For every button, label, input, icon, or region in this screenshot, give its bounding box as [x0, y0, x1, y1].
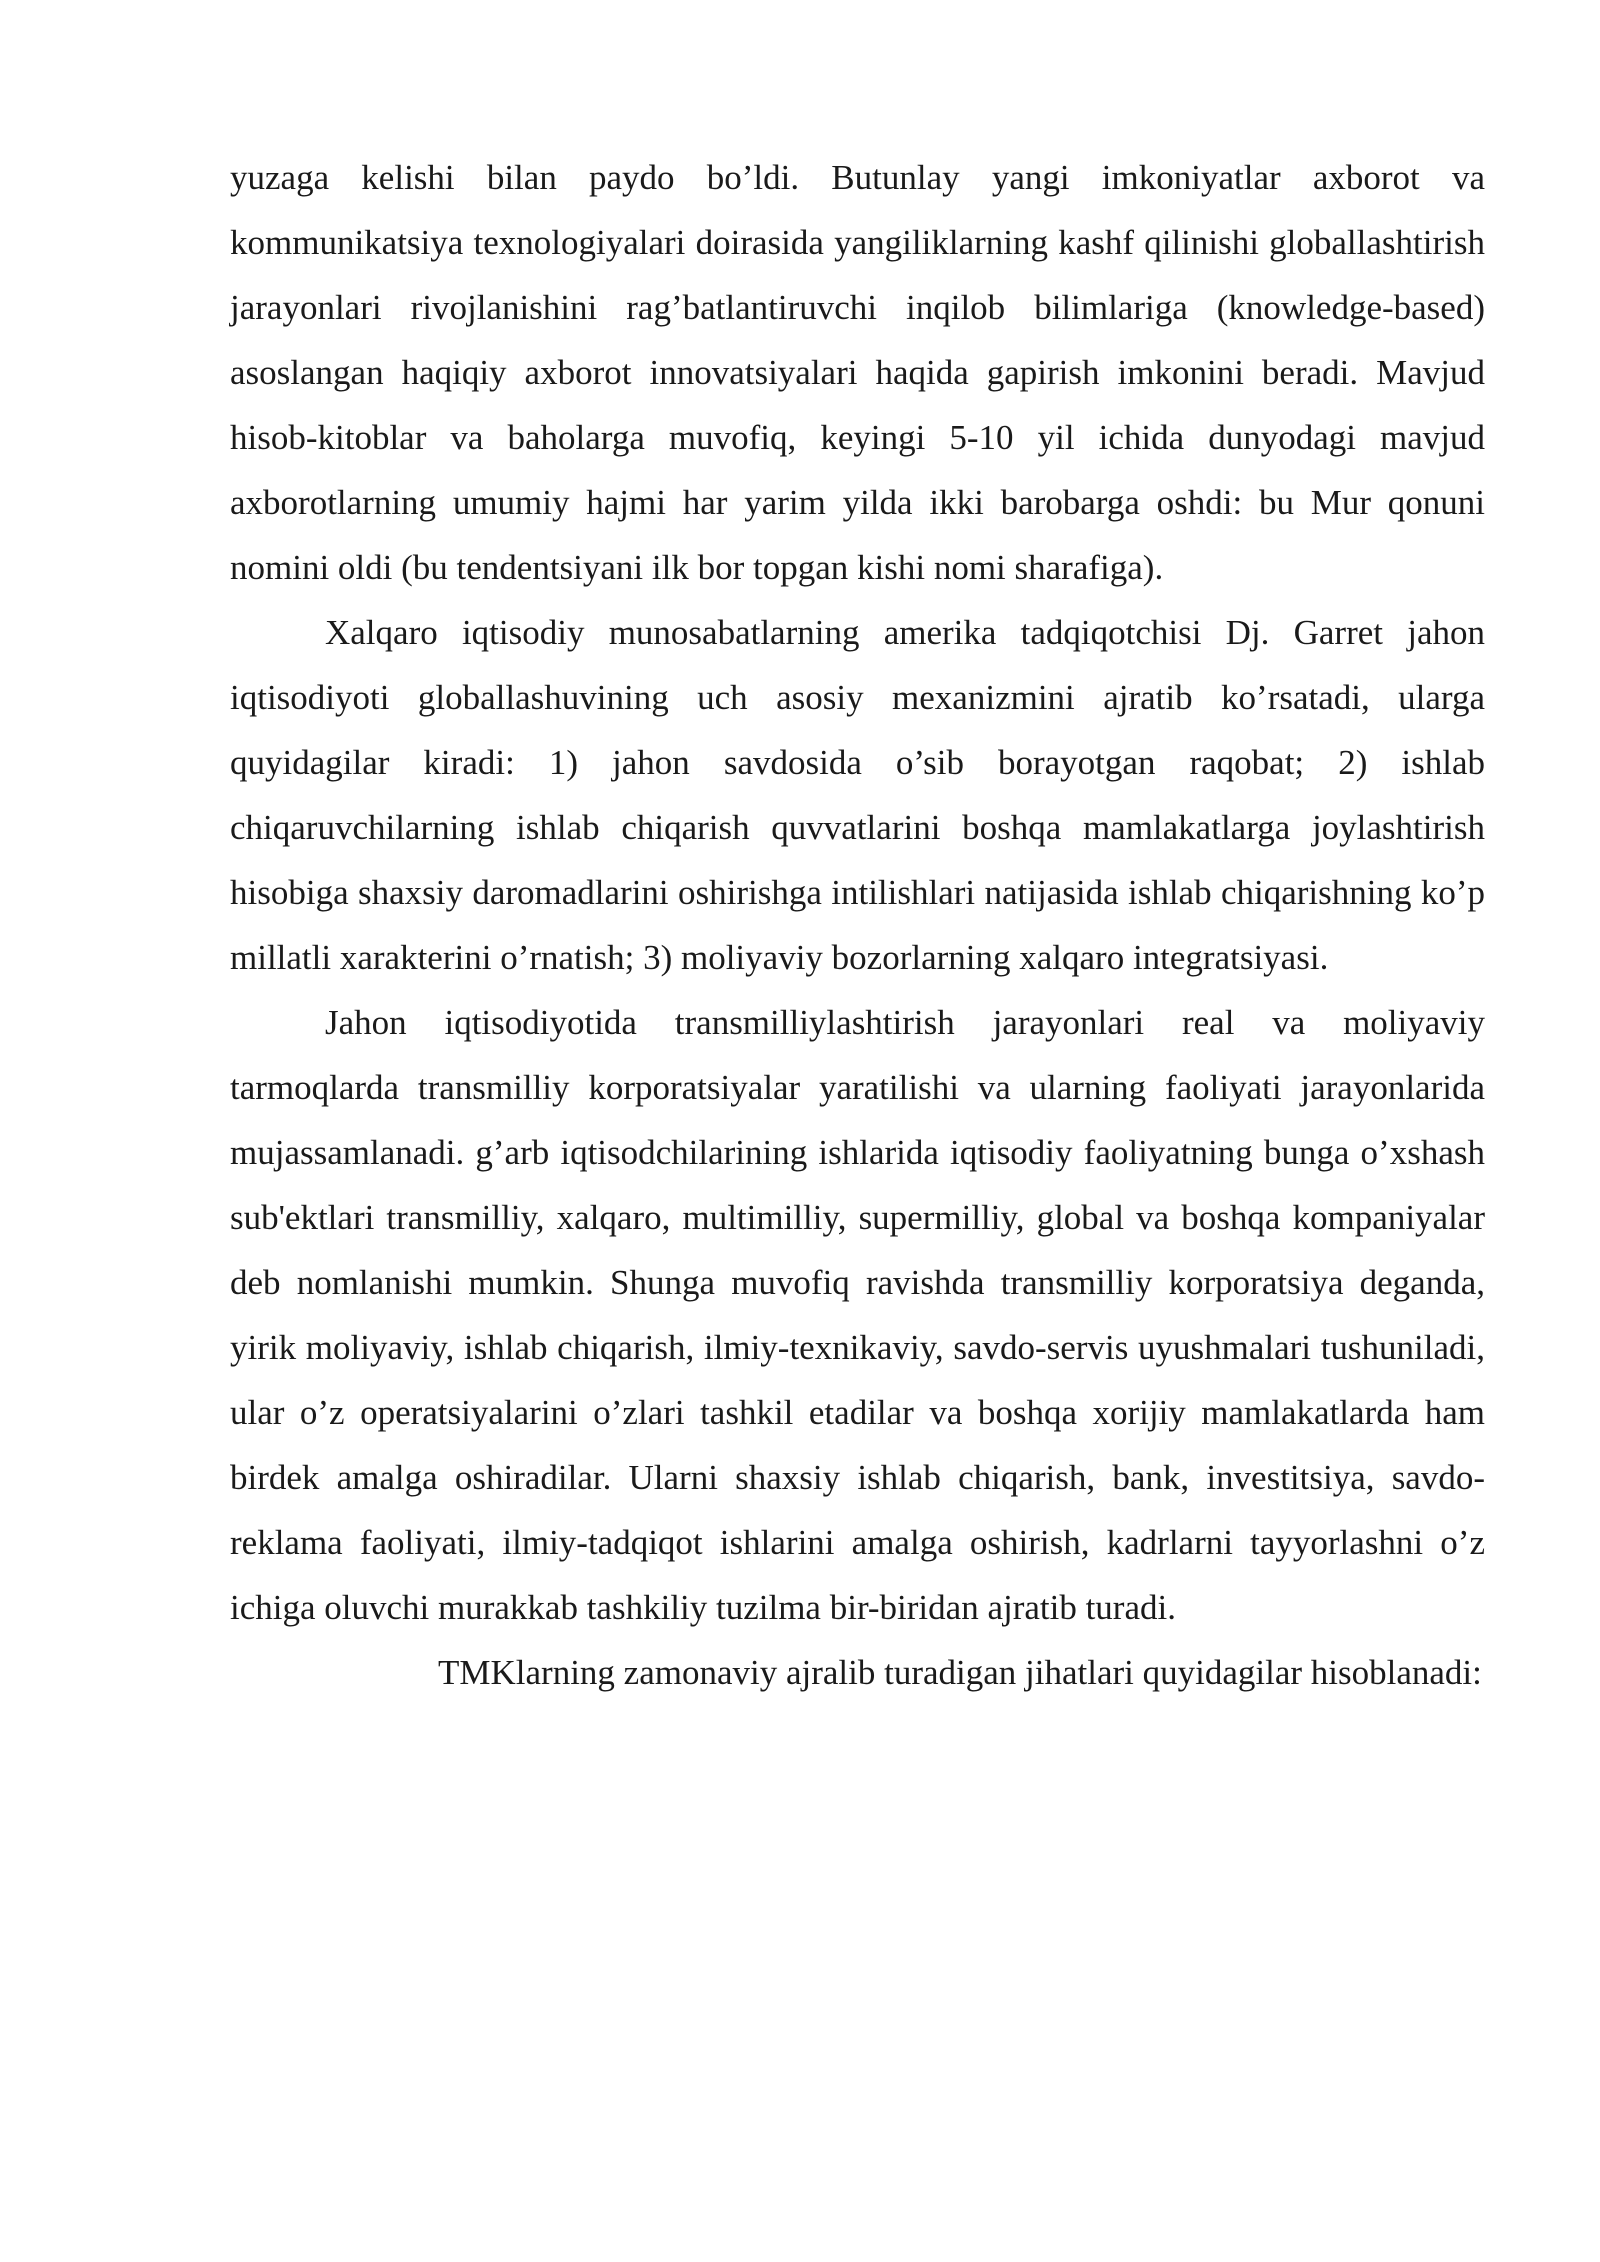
paragraph-3: Jahon iqtisodiyotida transmilliylashtirish jarayonlari real va moliyaviy tarmoqlarda transmilliy korporatsiyalar yaratilishi va ularning faoliyati jarayonlarida mujassamlanadi. g’arb iqtisodchilarining ishlarida iqtisodiy faoliyatning bunga o’xshash sub'ektlari transmilliy, xalqaro, multimilliy, supermilliy, global va boshqa kompaniyalar deb nomlanishi mumkin. Shunga muvofiq ravishda transmilliy korporatsiya deganda, yirik moliyaviy, ishlab chiqarish, ilmiy-texnikaviy, savdo-servis uyushmalari tushuniladi, ular o’z operatsiyalarini o’zlari tashkil etadilar va boshqa xorijiy mamlakatlarda ham birdek amalga oshiradilar. Ularni shaxsiy ishlab chiqarish, bank, investitsiya, savdo-reklama faoliyati, ilmiy-tadqiqot ishlarini amalga oshirish, kadrlarni tayyorlashni o’z ichiga oluvchi murakkab tashkiliy tuzilma bir-biridan ajratib turadi.	[230, 1003, 1485, 1627]
paragraph-1: yuzaga kelishi bilan paydo bo’ldi. Butunlay yangi imkoniyatlar axborot va kommunikatsiya texnologiyalari doirasida yangiliklarning kashf qilinishi globallashtirish jarayonlari rivojlanishini rag’batlantiruvchi inqilob bilimlariga (knowledge-based) asoslangan haqiqiy axborot innovatsiyalari haqida gapirish imkonini beradi. Mavjud hisob-kitoblar va baholarga muvofiq, keyingi 5-10 yil ichida dunyodagi mavjud axborotlarning umumiy hajmi har yarim yilda ikki barobarga oshdi: bu Mur qonuni nomini oldi (bu tendentsiyani ilk bor topgan kishi nomi sharafiga).	[230, 158, 1485, 587]
paragraph-2: Xalqaro iqtisodiy munosabatlarning amerika tadqiqotchisi Dj. Garret jahon iqtisodiyoti globallashuvining uch asosiy mexanizmini ajratib ko’rsatadi, ularga quyidagilar kiradi: 1) jahon savdosida o’sib borayotgan raqobat; 2) ishlab chiqaruvchilarning ishlab chiqarish quvvatlarini boshqa mamlakatlarga joylashtirish hisobiga shaxsiy daromadlarini oshirishga intilishlari natijasida ishlab chiqarishning ko’p millatli xarakterini o’rnatish; 3) moliyaviy bozorlarning xalqaro integratsiyasi.	[230, 613, 1485, 977]
body-text	[230, 145, 1485, 1705]
paragraph-4: TMKlarning zamonaviy ajralib turadigan jihatlari quyidagilar hisoblanadi:	[438, 1653, 1482, 1692]
